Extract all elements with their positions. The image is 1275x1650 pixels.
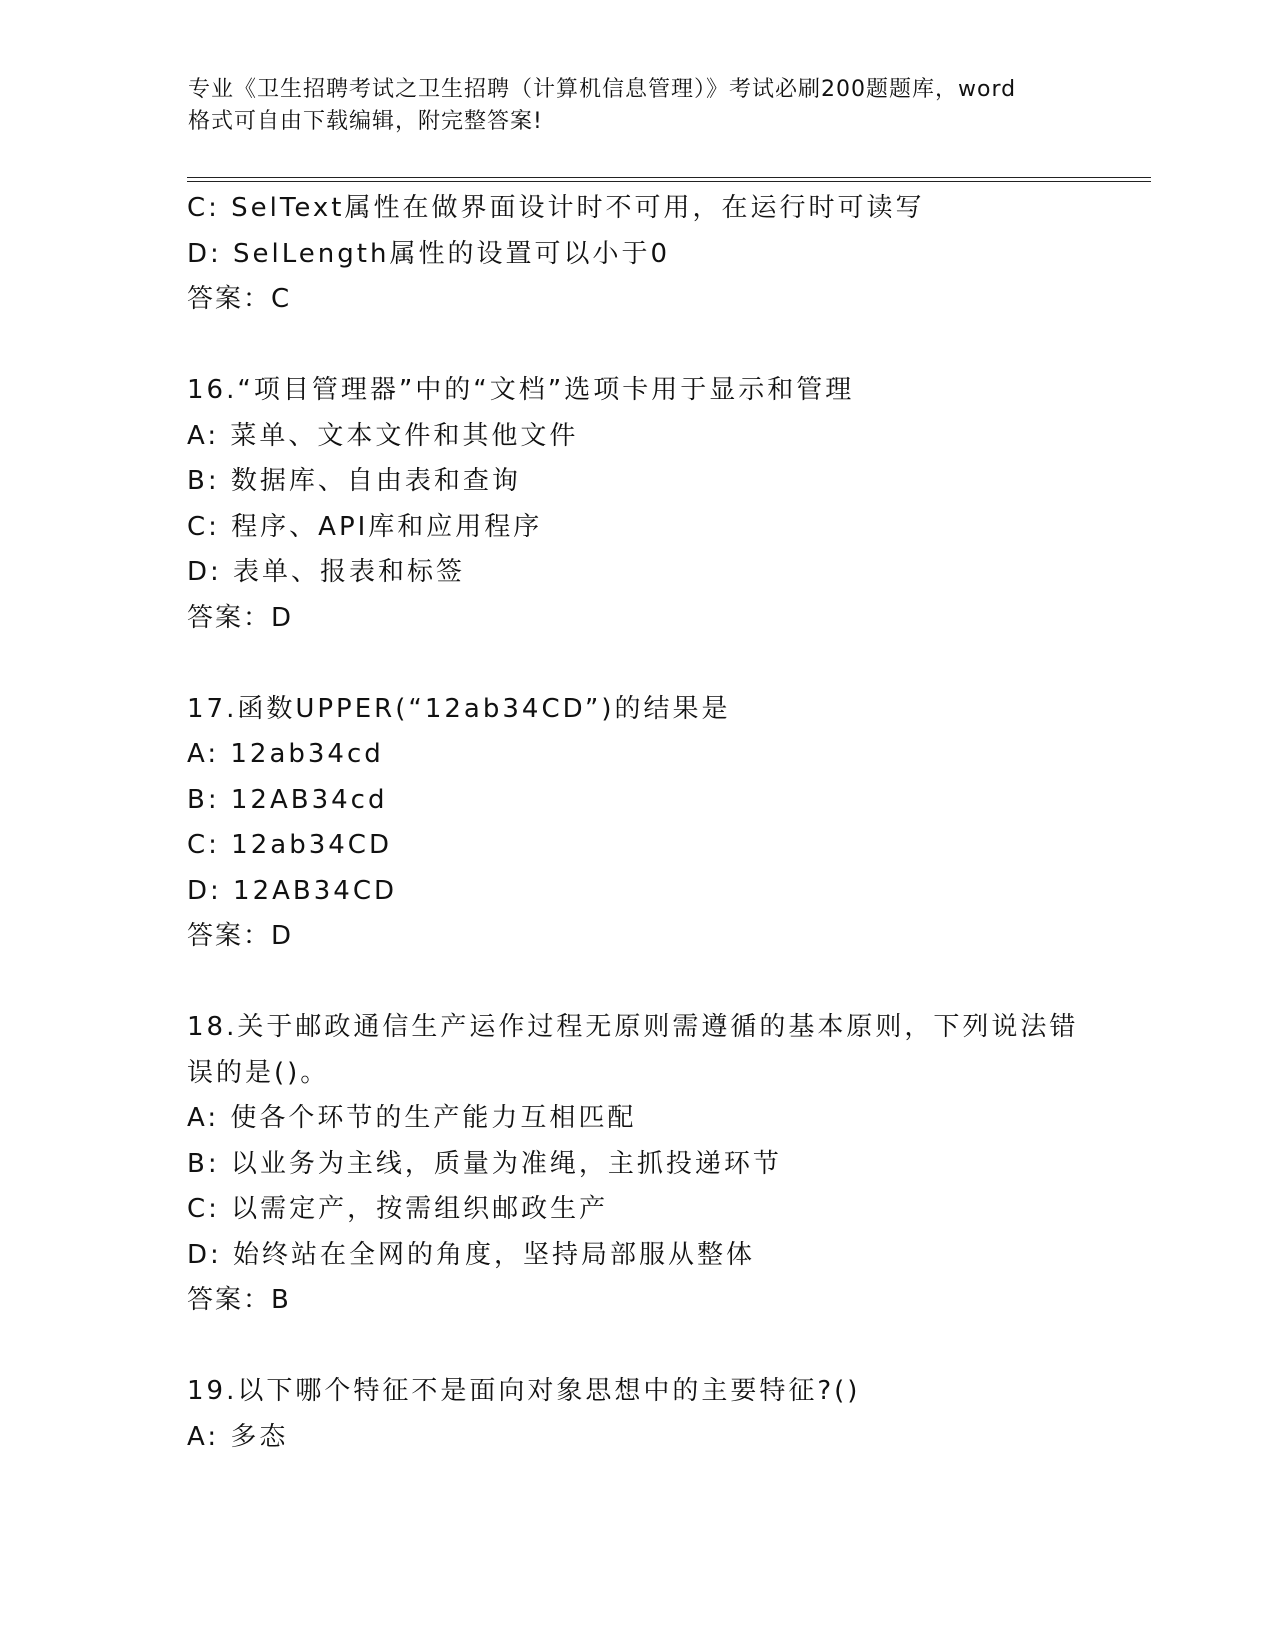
header-double-rule (187, 177, 1151, 182)
option-a: A: 菜单、文本文件和其他文件 (187, 420, 579, 451)
option-d: D: 表单、报表和标签 (187, 557, 466, 587)
option-b: B: 以业务为主线，质量为准绳，主抓投递环节 (187, 1148, 782, 1179)
option-b: B: 12AB34cd (187, 784, 388, 815)
option-c: C: SelText属性在做界面设计时不可用，在运行时可读写 (187, 193, 925, 223)
question-stem-line-2: 误的是()。 (187, 1057, 330, 1088)
question-16 (187, 368, 1151, 641)
question-stem: 17.函数UPPER(“12ab34CD”)的结果是 (187, 693, 731, 724)
answer-line: 答案：B (187, 1285, 291, 1315)
question-18 (187, 1005, 1151, 1324)
option-c: C: 以需定产，按需组织邮政生产 (187, 1194, 609, 1224)
option-d: D: SelLength属性的设置可以小于0 (187, 238, 670, 269)
question-stem: 16.“项目管理器”中的“文档”选项卡用于显示和管理 (187, 375, 855, 405)
answer-line: 答案：D (187, 602, 294, 633)
option-d: D: 始终站在全网的角度，坚持局部服从整体 (187, 1239, 756, 1270)
question-list (187, 186, 1151, 1460)
rule-top (187, 177, 1151, 178)
question-19 (187, 1369, 1151, 1460)
question-15-continued (187, 186, 1151, 323)
answer-line: 答案：C (187, 284, 292, 314)
question-stem: 19.以下哪个特征不是面向对象思想中的主要特征?() (187, 1376, 861, 1406)
option-a: A: 多态 (187, 1421, 289, 1452)
option-b: B: 数据库、自由表和查询 (187, 466, 521, 496)
option-a: A: 12ab34cd (187, 739, 384, 769)
document-header (188, 74, 1088, 138)
option-c: C: 12ab34CD (187, 830, 392, 860)
header-line-1: 专业《卫生招聘考试之卫生招聘（计算机信息管理）》考试必刷200题题库，word (188, 77, 1017, 102)
question-17 (187, 687, 1151, 960)
question-stem-line-1: 18.关于邮政通信生产运作过程无原则需遵循的基本原则，下列说法错 (187, 1012, 1079, 1042)
answer-line: 答案：D (187, 921, 294, 951)
option-c: C: 程序、API库和应用程序 (187, 511, 543, 542)
option-d: D: 12AB34CD (187, 875, 398, 906)
option-a: A: 使各个环节的生产能力互相匹配 (187, 1103, 637, 1133)
header-line-2: 格式可自由下载编辑，附完整答案! (188, 109, 543, 134)
rule-bottom (187, 181, 1151, 182)
